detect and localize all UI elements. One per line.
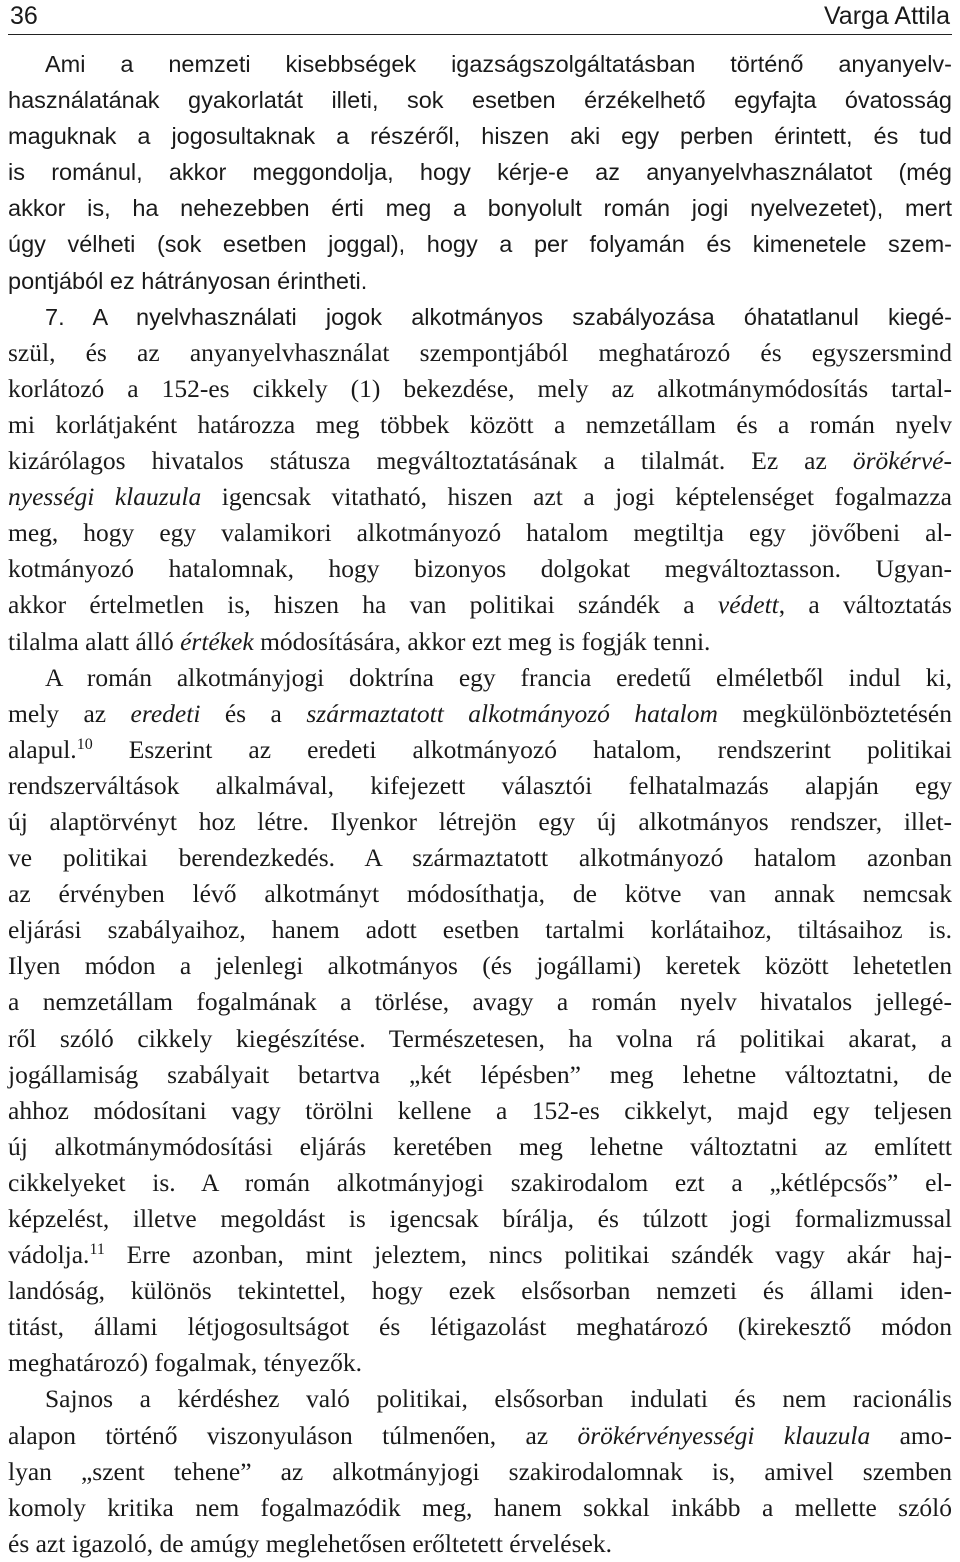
text-line: landóság, különös tekintettel, hogy ezek elsősorban nemzeti és állami iden- <box>8 1276 952 1306</box>
text-line: kizárólagos hivatalos státusza megváltoztatásának a tilalmát. Ez az örökérvé- <box>8 446 952 476</box>
text-line: alapul.$^{10}$ Eszerint az eredeti alkotmányozó hatalom, rendszerint politikai <box>8 734 952 764</box>
text-line: szül, és az anyanyelvhasználat szempontjából meghatározó és egyszersmind <box>8 337 952 367</box>
footnote-ref: 10 <box>76 735 93 753</box>
text-line: Ilyen módon a jelenlegi alkotmányos (és jogállami) keretek között lehetetlen <box>8 951 952 981</box>
text-line: nyességi klauzula igencsak vitatható, hiszen azt a jogi képtelenséget fogalmazza <box>8 482 952 512</box>
page-header <box>8 0 952 35</box>
page-number: 36 <box>10 2 38 30</box>
text-line: akkor értelmetlen is, hiszen ha van politikai szándék a védett, a változtatás <box>8 590 952 620</box>
text-line: képzelést, illetve megoldást is igencsak bírálja, és túlzott jogi formalizmussal <box>8 1204 952 1233</box>
text-line: használatának gyakorlatát illeti, sok esetben érzékelhető egyfajta óvatosság <box>8 87 952 114</box>
footnote-ref: 11 <box>89 1241 105 1259</box>
text-line: akkor is, ha nehezebben érti meg a bonyolult román jogi nyelvezetet), mert <box>8 195 952 222</box>
text-line: kotmányozó hatalomnak, hogy bizonyos dolgokat megváltoztasson. Ugyan- <box>8 554 952 584</box>
text-line: új alkotmánymódosítási eljárás keretében meg lehetne változtatni az említett <box>8 1131 952 1161</box>
text-line: alapon történő viszonyuláson túlmenően, az örökérvényességi klauzula amo- <box>8 1420 952 1450</box>
text-line: mi korlátjaként határozza meg többek között a nemzetállam és a román nyelv <box>8 409 952 439</box>
running-head-author: Varga Attila <box>823 2 950 30</box>
text-line: ve politikai berendezkedés. A származtatott alkotmányozó hatalom azonban <box>8 843 952 873</box>
text-line: mely az eredeti és a származtatott alkotmányozó hatalom megkülönböztetésén <box>8 698 952 728</box>
text-line: pontjából ez hátrányosan érintheti. <box>8 267 368 294</box>
text-line: eljárási szabályaihoz, hanem adott esetben tartalmi korlátaihoz, tiltásaihoz is. <box>8 915 952 945</box>
text-line: korlátozó a 152-es cikkely (1) bekezdése, mely az alkotmánymódosítás tartal- <box>8 373 952 403</box>
text-line: ről szóló cikkely kiegészítése. Természetesen, ha volna rá politikai akarat, a <box>8 1023 952 1053</box>
body-text <box>8 46 952 1562</box>
text-line: vádolja.$^{11}$ Erre azonban, mint jeleztem, nincs politikai szándék vagy akár haj- <box>8 1240 952 1270</box>
text-line: maguknak a jogosultaknak a részéről, hiszen aki egy perben érintett, és tud <box>8 123 952 150</box>
text-line: Ami a nemzeti kisebbségek igazságszolgáltatásban történő anyanyelv- <box>45 51 952 77</box>
text-line: titást, állami létjogosultságot és létigazolást meghatározó (kirekesztő módon <box>8 1312 952 1342</box>
text-line: is románul, akkor meggondolja, hogy kérje-e az anyanyelvhasználatot (még <box>8 159 952 186</box>
text-line: A román alkotmányjogi doktrína egy francia eredetű elméletből indul ki, <box>45 662 952 692</box>
text-line: az érvényben lévő alkotmányt módosíthatja, de kötve van annak nemcsak <box>8 879 952 909</box>
text-line: lyan „szent tehene” az alkotmányjogi szakirodalomnak is, amivel szemben <box>8 1456 952 1486</box>
text-line: cikkelyeket is. A román alkotmányjogi szakirodalom ezt a „kétlépcsős” el- <box>8 1167 952 1197</box>
text-line: Sajnos a kérdéshez való politikai, elsősorban indulati és nem racionális <box>45 1384 952 1414</box>
text-line: tilalma alatt álló értékek módosítására, akkor ezt meg is fogják tenni. <box>8 626 711 656</box>
text-line: a nemzetállam fogalmának a törlése, avagy a román nyelv hivatalos jellegé- <box>8 987 952 1017</box>
text-line: jogállamiság szabályait betartva „két lépésben” meg lehetne változtatni, de <box>8 1059 952 1089</box>
text-line: és azt igazoló, de amúgy meglehetősen erőltetett érvelések. <box>8 1528 612 1558</box>
text-line: új alaptörvényt hoz létre. Ilyenkor létrejön egy új alkotmányos rendszer, illet- <box>8 806 952 836</box>
text-line: 7. A nyelvhasználati jogok alkotmányos szabályozása óhatatlanul kiegé- <box>45 303 952 330</box>
text-line: komoly kritika nem fogalmazódik meg, hanem sokkal inkább a mellette szóló <box>8 1492 952 1522</box>
text-line: rendszerváltások alkalmával, kifejezett választói felhatalmazás alapján egy <box>8 770 952 800</box>
text-line: úgy vélheti (sok esetben joggal), hogy a per folyamán és kimenetele szem- <box>8 231 952 258</box>
text-line: ahhoz módosítani vagy törölni kellene a 152-es cikkelyt, majd egy teljesen <box>8 1095 952 1125</box>
text-line: meghatározó) fogalmak, tényezők. <box>8 1348 363 1378</box>
text-line: meg, hogy egy valamikori alkotmányozó hatalom megtiltja egy jövőbeni al- <box>8 518 952 548</box>
